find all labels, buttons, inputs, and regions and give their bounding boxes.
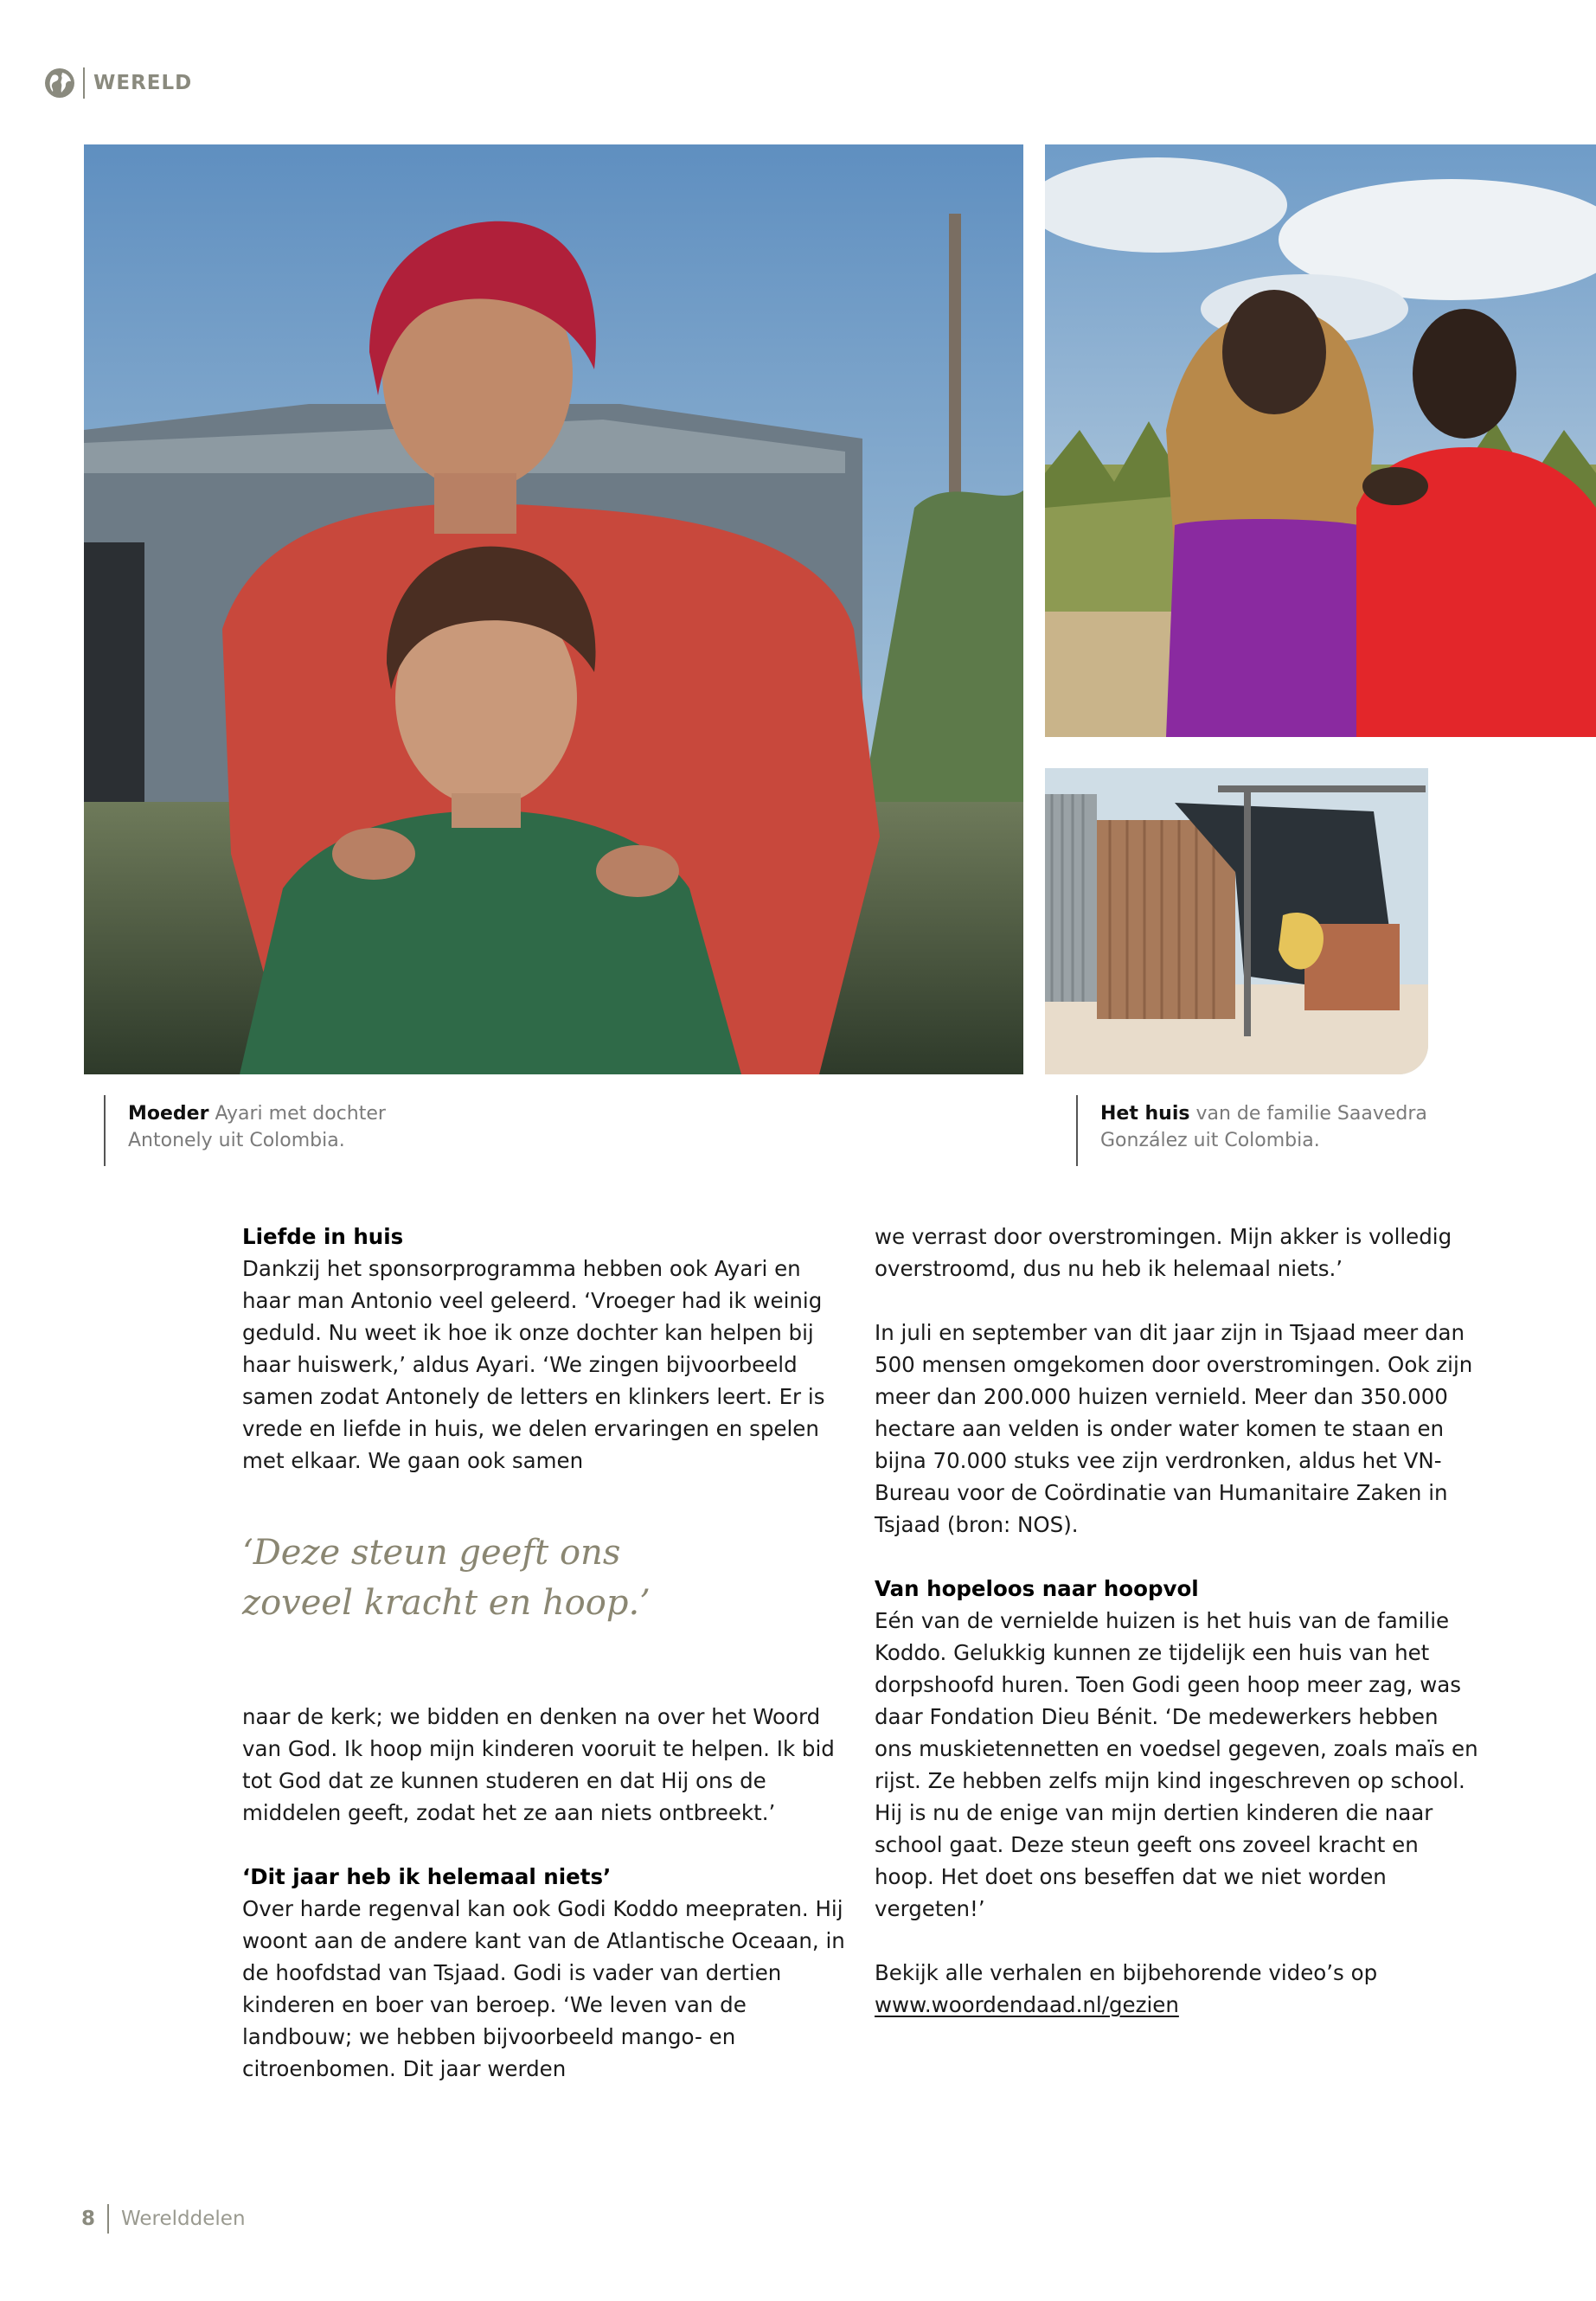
- heading-van-hopeloos: Van hopeloos naar hoopvol: [875, 1576, 1199, 1601]
- footer-label: Werelddelen: [121, 2208, 246, 2230]
- paragraph: Dankzij het sponsorprogramma hebben ook Ayari en haar man Antonio veel geleerd. ‘Vroeger had ik weinig geduld. Nu weet ik hoe ik onze dochter kan helpen bij haar huiswerk,’ aldus Ayari. ‘We zingen bijvoorbeeld samen zodat Antonely de letters en klinkers leert. Er is vrede en liefde in huis, we delen ervaringen en spelen met elkaar. We gaan ook samen: [242, 1256, 825, 1473]
- paragraph: we verrast door overstromingen. Mijn akker is volledig overstroomd, dus nu heb ik helemaal niets.’: [875, 1224, 1452, 1281]
- paragraph: Bekijk alle verhalen en bijbehorende video’s op: [875, 1960, 1378, 1985]
- caption-text: Ayari met dochter Antonely uit Colombia.: [128, 1103, 386, 1151]
- caption-text: van de familie Saavedra González uit Colombia.: [1100, 1103, 1427, 1151]
- column-right: [875, 1221, 1480, 2021]
- globe-icon: [45, 68, 74, 98]
- pull-quote: ‘Deze steun geeft ons zoveel kracht en hoop.’: [242, 1533, 651, 1623]
- photo-mother-daughter: [84, 144, 1023, 1074]
- caption-bold: Het huis: [1100, 1103, 1190, 1125]
- heading-dit-jaar: ‘Dit jaar heb ik helemaal niets’: [242, 1864, 612, 1889]
- paragraph: naar de kerk; we bidden en denken na over het Woord van God. Ik hoop mijn kinderen vooruit te helpen. Ik bid tot God dat ze kunnen studeren en dat Hij ons de middelen geeft, zodat het ze aan niets ontbreekt.’: [242, 1704, 835, 1825]
- paragraph: In juli en september van dit jaar zijn in Tsjaad meer dan 500 mensen omgekomen door overstromingen. Ook zijn meer dan 200.000 huizen vernield. Meer dan 350.000 hectare aan velden is onder water komen te staan en bijna 70.000 stuks vee zijn verdronken, aldus het VN-Bureau voor de Coördinatie van Humanitaire Zaken in Tsjaad (bron: NOS).: [875, 1320, 1473, 1537]
- paragraph: Eén van de vernielde huizen is het huis van de familie Koddo. Gelukkig kunnen ze tijdelijk een huis van het dorpshoofd huren. Toen Godi geen hoop meer zag, was daar Fondation Dieu Bénit. ‘De medewerkers hebben ons muskietennetten en voedsel gegeven, zoals maïs en rijst. Ze hebben zelfs mijn kind ingeschreven op school. Hij is nu de enige van mijn dertien kinderen die naar school gaat. Deze steun geeft ons zoveel kracht en hoop. Het doet ons beseffen dat we niet worden vergeten!’: [875, 1608, 1478, 1921]
- paragraph: Over harde regenval kan ook Godi Koddo meepraten. Hij woont aan de andere kant van de Atlantische Oceaan, in de hoofdstad van Tsjaad. Godi is vader van dertien kinderen en boer van beroep. ‘We leven van de landbouw; we hebben bijvoorbeeld mango- en citroenbomen. Dit jaar werden: [242, 1896, 845, 2081]
- header-divider: [83, 67, 85, 99]
- photo-godi-family: [1045, 144, 1596, 737]
- column-left-bottom: [242, 1701, 848, 2085]
- section-header: [45, 66, 192, 100]
- page-number: 8: [81, 2208, 96, 2230]
- heading-liefde-in-huis: Liefde in huis: [242, 1224, 404, 1249]
- caption-house: [1076, 1100, 1429, 1154]
- column-left-top: [242, 1221, 848, 1477]
- caption-bold: Moeder: [128, 1103, 209, 1125]
- page-footer: [81, 2204, 246, 2234]
- section-label: WERELD: [93, 72, 193, 94]
- footer-divider: [107, 2204, 109, 2234]
- website-link[interactable]: www.woordendaad.nl/gezien: [875, 1992, 1179, 2017]
- photo-house: [1045, 768, 1428, 1074]
- caption-mother-daughter: [104, 1100, 422, 1154]
